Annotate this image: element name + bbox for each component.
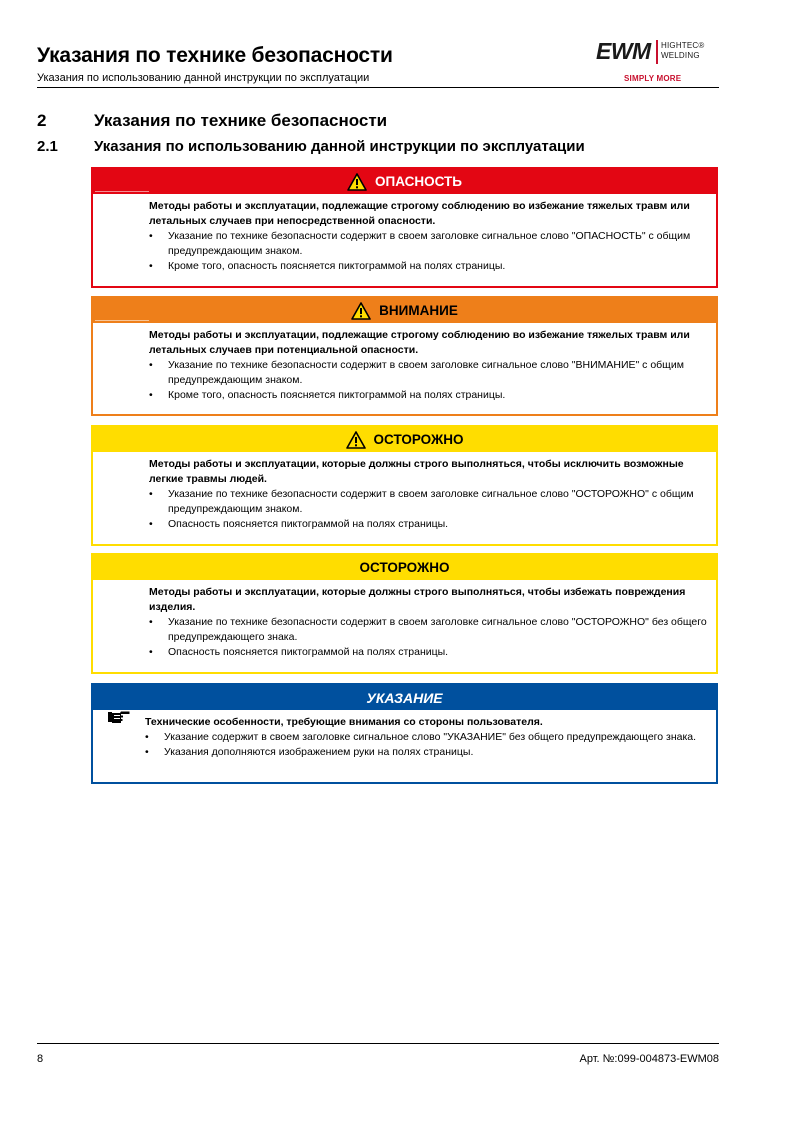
caution-box-product <box>91 553 718 674</box>
footer-divider <box>37 1043 719 1044</box>
pointing-hand-icon <box>108 710 130 724</box>
page-header-title: Указания по технике безопасности <box>37 44 393 67</box>
list-item: • Указание по технике безопасности содержит в своем заголовке сигнальное слово "ОСТОРОЖНО" без общего предупреждающего знака. <box>149 616 707 643</box>
list-item: • Кроме того, опасность поясняется пиктограммой на полях страницы. <box>149 260 506 272</box>
section-number: 2 <box>37 111 47 130</box>
list-item-text: Указание по технике безопасности содержит в своем заголовке сигнальное слово "ОСТОРОЖНО" без общего предупреждающего знака. <box>168 616 707 643</box>
subsection-title: Указания по использованию данной инструкции по эксплуатации <box>94 138 585 155</box>
warning-bullets <box>149 358 708 403</box>
caution-body <box>93 452 716 535</box>
danger-bullets <box>149 229 708 274</box>
list-item-text: Кроме того, опасность поясняется пиктограммой на полях страницы. <box>168 260 506 272</box>
danger-header <box>93 169 716 194</box>
logo-line1: HIGHTEC® <box>661 41 705 50</box>
list-item: • Указание по технике безопасности содержит в своем заголовке сигнальное слово "ОСТОРОЖНО" с общим предупреждающим знаком. <box>149 488 694 515</box>
caution-signal-word: ОСТОРОЖНО <box>359 560 450 575</box>
caution-signal-word: ОСТОРОЖНО <box>373 432 464 447</box>
header-rule <box>95 320 149 321</box>
caution-bullets <box>149 615 708 660</box>
warning-body <box>93 323 716 406</box>
logo-separator <box>656 40 658 64</box>
list-item: • Указание по технике безопасности содержит в своем заголовке сигнальное слово "ВНИМАНИЕ" с общим предупреждающим знаком. <box>149 359 684 386</box>
caution-header <box>93 427 716 452</box>
list-item: • Опасность поясняется пиктограммой на полях страницы. <box>149 518 449 530</box>
note-bullets <box>145 730 708 760</box>
list-item: • Кроме того, опасность поясняется пиктограммой на полях страницы. <box>149 389 506 401</box>
danger-body <box>93 194 716 277</box>
danger-box <box>91 167 718 288</box>
list-item: • Опасность поясняется пиктограммой на полях страницы. <box>149 646 449 658</box>
list-item: • Указания дополняются изображением руки на полях страницы. <box>145 746 474 758</box>
section-title: Указания по технике безопасности <box>94 111 388 130</box>
list-item-text: Указание по технике безопасности содержит в своем заголовке сигнальное слово "ОПАСНОСТЬ" с общим предупреждающим знаком. <box>168 230 691 257</box>
subsection-number: 2.1 <box>37 138 58 155</box>
logo-hightec-welding <box>661 41 705 61</box>
list-item: • Указание содержит в своем заголовке сигнальное слово "УКАЗАНИЕ" без общего предупреждающего знака. <box>145 731 697 743</box>
caution-lead: Методы работы и эксплуатации, которые должны строго выполняться, чтобы исключить возможные легкие травмы людей. <box>149 458 684 485</box>
danger-signal-word: ОПАСНОСТЬ <box>375 174 462 189</box>
list-item-text: Указание по технике безопасности содержит в своем заголовке сигнальное слово "ВНИМАНИЕ" с общим предупреждающим знаком. <box>168 359 684 386</box>
page-header-subtitle: Указания по использованию данной инструкции по эксплуатации <box>37 72 370 84</box>
warning-lead: Методы работы и эксплуатации, подлежащие строгому соблюдению во избежание тяжелых травм или летальных случаев при потенциальной опасности. <box>149 329 690 356</box>
warning-triangle-icon <box>347 173 367 191</box>
list-item-text: Указания дополняются изображением руки на полях страницы. <box>164 746 474 758</box>
caution-header <box>93 555 716 580</box>
note-lead: Технические особенности, требующие внимания со стороны пользователя. <box>145 716 543 728</box>
logo-line2: WELDING <box>661 51 700 60</box>
list-item-text: Указание по технике безопасности содержит в своем заголовке сигнальное слово "ОСТОРОЖНО" с общим предупреждающим знаком. <box>168 488 694 515</box>
note-signal-word: УКАЗАНИЕ <box>366 689 443 706</box>
warning-triangle-icon <box>346 431 366 449</box>
list-item-text: Кроме того, опасность поясняется пиктограммой на полях страницы. <box>168 389 506 401</box>
page-number: 8 <box>37 1053 44 1065</box>
header-divider <box>37 87 719 88</box>
ewm-logo <box>596 38 720 86</box>
logo-brand: EWM <box>596 38 651 64</box>
danger-lead: Методы работы и эксплуатации, подлежащие строгому соблюдению во избежание тяжелых травм или летальных случаев при непосредственной опасности. <box>149 200 690 227</box>
list-item-text: Опасность поясняется пиктограммой на полях страницы. <box>168 518 449 530</box>
warning-signal-word: ВНИМАНИЕ <box>379 303 458 318</box>
note-box <box>91 683 718 784</box>
list-item: • Указание по технике безопасности содержит в своем заголовке сигнальное слово "ОПАСНОСТЬ" с общим предупреждающим знаком. <box>149 230 691 257</box>
warning-triangle-icon <box>351 302 371 320</box>
article-number: Арт. №:099-004873-EWM08 <box>579 1053 719 1065</box>
header-rule <box>95 191 149 192</box>
caution-body <box>93 580 716 663</box>
logo-tagline: SIMPLY MORE <box>624 74 682 83</box>
note-header <box>93 685 716 710</box>
warning-box <box>91 296 718 416</box>
warning-header <box>93 298 716 323</box>
note-body <box>93 710 716 763</box>
caution-box-injury <box>91 425 718 546</box>
list-item-text: Опасность поясняется пиктограммой на полях страницы. <box>168 646 449 658</box>
list-item-text: Указание содержит в своем заголовке сигнальное слово "УКАЗАНИЕ" без общего предупреждающего знака. <box>164 731 697 743</box>
caution-bullets <box>149 487 708 532</box>
caution-lead: Методы работы и эксплуатации, которые должны строго выполняться, чтобы избежать повреждения изделия. <box>149 586 686 613</box>
